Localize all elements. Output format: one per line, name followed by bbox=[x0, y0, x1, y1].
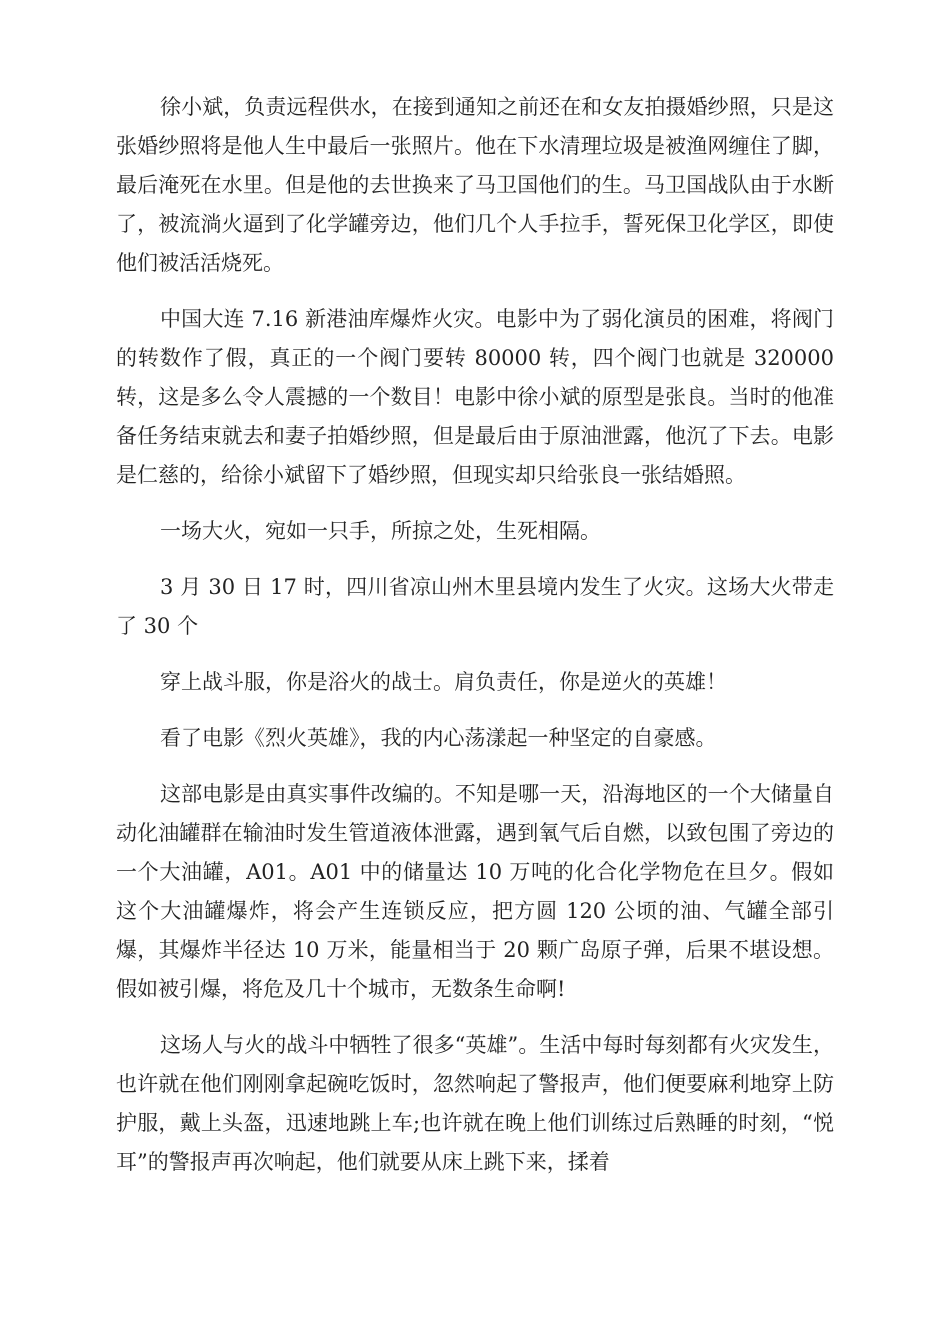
paragraph-5: 穿上战斗服，你是浴火的战士。肩负责任，你是逆火的英雄！ bbox=[160, 670, 727, 694]
document-page bbox=[116, 88, 834, 1199]
paragraph-3: 一场大火，宛如一只手，所掠之处，生死相隔。 bbox=[160, 519, 601, 543]
paragraph-7: 这部电影是由真实事件改编的。不知是哪一天，沿海地区的一个大储量自动化油罐群在输油时发生管道液体泄露，遇到氧气后自燃，以致包围了旁边的一个大油罐，A01。A01 中的储量达 10 万吨的化合化学物危在旦夕。假如这个大油罐爆炸，将会产生连锁反应，把方圆 120 公顷的油、气罐全部引爆，其爆炸半径达 10 万米，能量相当于 20 颗广岛原子弹，后果不堪设想。假如被引爆，将危及几十个城市，无数条生命啊! bbox=[116, 782, 834, 1001]
paragraph-1: 徐小斌，负责远程供水，在接到通知之前还在和女友拍摄婚纱照，只是这张婚纱照将是他人生中最后一张照片。他在下水清理垃圾是被渔网缠住了脚，最后淹死在水里。但是他的去世换来了马卫国他们的生。马卫国战队由于水断了，被流淌火逼到了化学罐旁边，他们几个人手拉手，誓死保卫化学区，即使他们被活活烧死。 bbox=[116, 95, 834, 275]
paragraph-8: 这场人与火的战斗中牺牲了很多“英雄”。生活中每时每刻都有火灾发生，也许就在他们刚刚拿起碗吃饭时，忽然响起了警报声，他们便要麻利地穿上防护服，戴上头盔，迅速地跳上车;也许就在晚上他们训练过后熟睡的时刻，“悦耳”的警报声再次响起，他们就要从床上跳下来，揉着 bbox=[116, 1033, 834, 1174]
paragraph-2: 中国大连 7.16 新港油库爆炸火灾。电影中为了弱化演员的困难，将阀门的转数作了假，真正的一个阀门要转 80000 转，四个阀门也就是 320000 转，这是多么令人震撼的一个数目！电影中徐小斌的原型是张良。当时的他准备任务结束就去和妻子拍婚纱照，但是最后由于原油泄露，他沉了下去。电影是仁慈的，给徐小斌留下了婚纱照，但现实却只给张良一张结婚照。 bbox=[116, 307, 834, 487]
paragraph-6: 看了电影《烈火英雄》，我的内心荡漾起一种坚定的自豪感。 bbox=[160, 726, 717, 750]
paragraph-4: 3 月 30 日 17 时，四川省凉山州木里县境内发生了火灾。这场大火带走了 30 个 bbox=[116, 575, 834, 638]
